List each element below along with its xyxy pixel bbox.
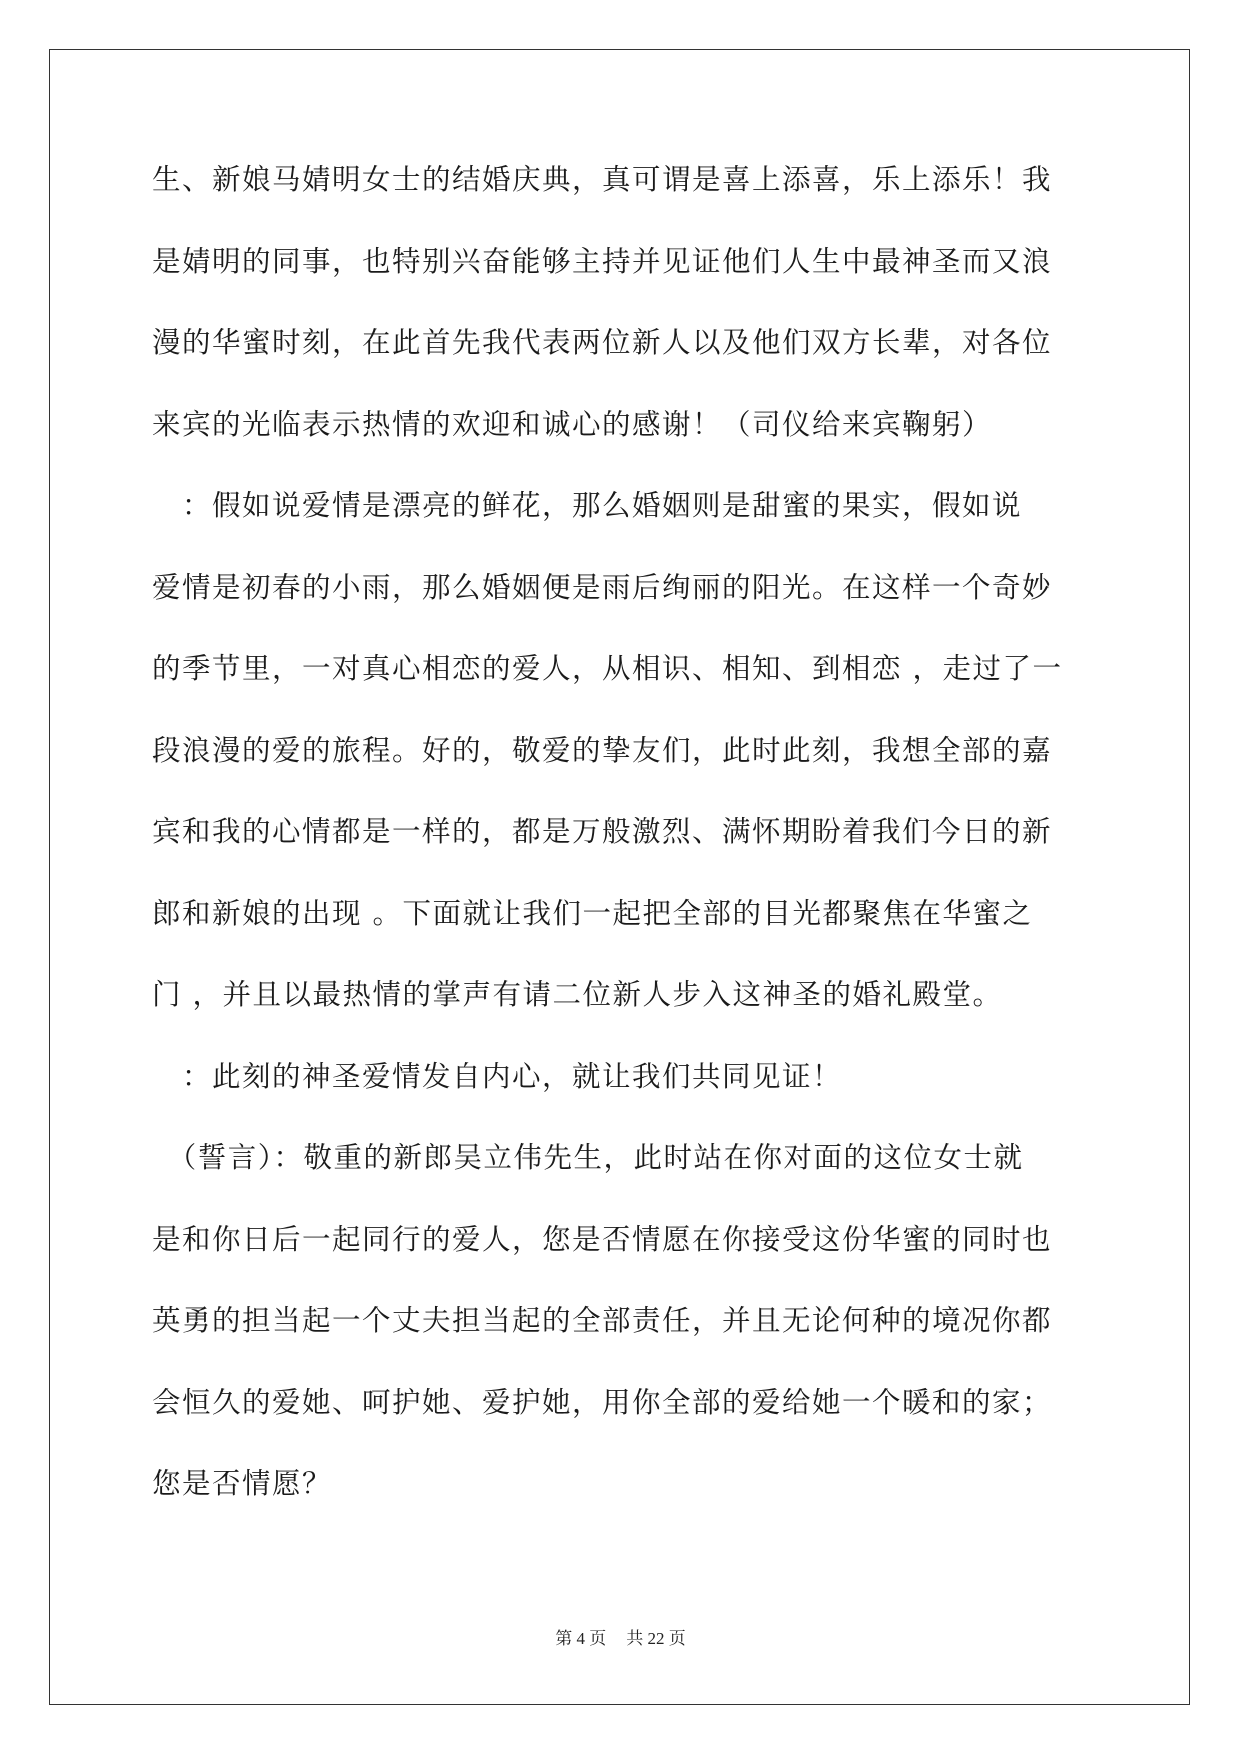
text-line: ：此刻的神圣爱情发自内心，就让我们共同见证！ bbox=[152, 1059, 843, 1093]
text-line: 爱情是初春的小雨，那么婚姻便是雨后绚丽的阳光。在这样一个奇妙 bbox=[152, 570, 1053, 604]
text-line: 生、新娘马婧明女士的结婚庆典，真可谓是喜上添喜，乐上添乐！我 bbox=[152, 163, 1053, 196]
text-line: （誓言）：敬重的新郎吴立伟先生，此时站在你对面的这位女士就 bbox=[152, 1141, 1024, 1174]
page-footer bbox=[0, 1624, 1241, 1649]
text-line: 您是否情愿？ bbox=[152, 1467, 333, 1500]
text-line: 段浪漫的爱的旅程。好的，敬爱的挚友们，此时此刻，我想全部的嘉 bbox=[152, 733, 1053, 767]
text-line: 来宾的光临表示热情的欢迎和诚心的感谢！（司仪给来宾鞠躬） bbox=[152, 407, 993, 441]
text-line: 门 ，并且以最热情的掌声有请二位新人步入这神圣的婚礼殿堂。 bbox=[152, 978, 1003, 1011]
text-line: 会恒久的爱她、呵护她、爱护她，用你全部的爱给她一个暖和的家； bbox=[152, 1385, 1053, 1419]
text-line: 郎和新娘的出现 。下面就让我们一起把全部的目光都聚焦在华蜜之 bbox=[152, 896, 1033, 930]
text-line: 是和你日后一起同行的爱人，您是否情愿在你接受这份华蜜的同时也 bbox=[152, 1222, 1053, 1256]
page-total: 共 22 页 bbox=[626, 1629, 686, 1648]
text-line: 宾和我的心情都是一样的，都是万般激烈、满怀期盼着我们今日的新 bbox=[152, 815, 1053, 848]
text-line: ：假如说爱情是漂亮的鲜花，那么婚姻则是甜蜜的果实，假如说 bbox=[152, 489, 1023, 522]
text-line: 的季节里，一对真心相恋的爱人，从相识、相知、到相恋 ，走过了一 bbox=[152, 652, 1063, 685]
document-body bbox=[152, 161, 1092, 1547]
page-number: 第 4 页 bbox=[555, 1629, 607, 1648]
text-line: 是婧明的同事，也特别兴奋能够主持并见证他们人生中最神圣而又浪 bbox=[152, 244, 1053, 278]
text-line: 英勇的担当起一个丈夫担当起的全部责任，并且无论何种的境况你都 bbox=[152, 1304, 1053, 1337]
text-line: 漫的华蜜时刻，在此首先我代表两位新人以及他们双方长辈，对各位 bbox=[152, 326, 1053, 359]
